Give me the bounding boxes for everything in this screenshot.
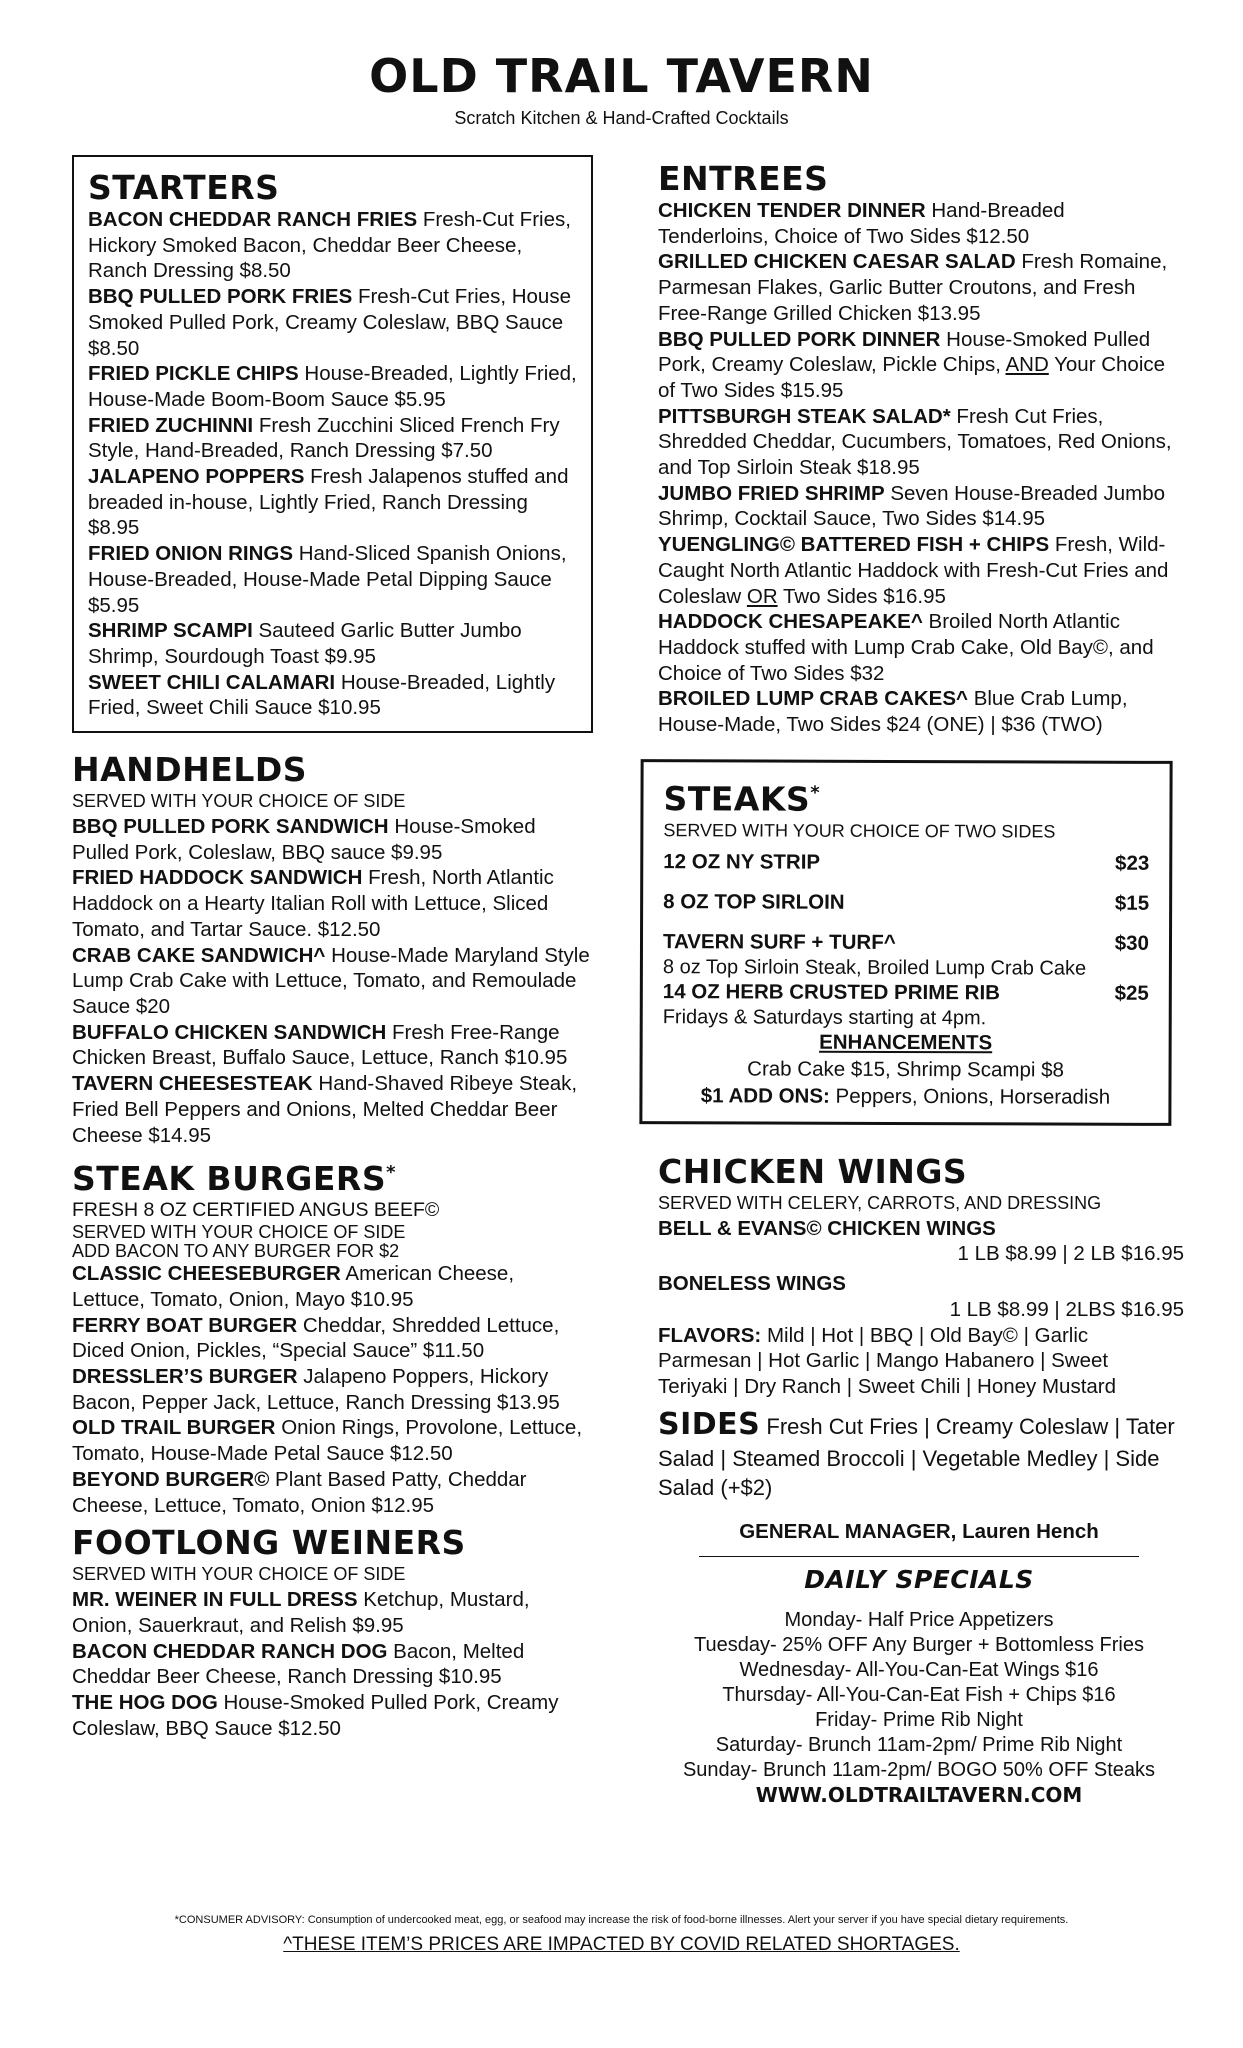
steaks-note: SERVED WITH YOUR CHOICE OF TWO SIDES (663, 819, 1056, 842)
item-desc: Fresh-Cut Fries, Hickory Smoked Bacon, Cheddar Beer Cheese, Ranch Dressing $8.50 (88, 208, 571, 283)
daily-specials-section (658, 1565, 1180, 1807)
steak-row (663, 979, 1149, 1007)
burgers-heading-text: STEAK BURGERS (72, 1159, 387, 1199)
menu-item (88, 618, 577, 669)
steak-price: $25 (1114, 981, 1149, 1005)
item-desc: Fresh, North Atlantic Haddock on a Hearty Italian Roll with Lettuce, Sliced Tomato, and Tartar Sauce. $12.50 (72, 866, 554, 941)
item-name: OLD TRAIL BURGER (72, 1416, 276, 1440)
steaks-star: * (810, 782, 821, 804)
entrees-section (658, 160, 1180, 738)
menu-item (88, 413, 577, 464)
menu-item (72, 1467, 592, 1518)
wing-price: 1 LB $8.99 | 2 LB $16.95 (957, 1242, 1184, 1266)
item-name: GRILLED CHICKEN CAESAR SALAD (658, 250, 1016, 274)
menu-item (72, 1639, 592, 1690)
sides-heading: SIDES (658, 1406, 761, 1442)
menu-item (72, 1364, 592, 1415)
item-desc: Sauteed Garlic Butter Jumbo Shrimp, Sourdough Toast $9.95 (88, 619, 522, 668)
item-name: CLASSIC CHEESEBURGER (72, 1262, 341, 1286)
menu-item (72, 1071, 592, 1148)
burgers-section (72, 1154, 592, 1518)
item-name: PITTSBURGH STEAK SALAD* (658, 404, 951, 428)
weiners-heading: FOOTLONG WEINERS (72, 1523, 466, 1563)
item-name: CRAB CAKE SANDWICH^ (72, 943, 326, 967)
sides-section (658, 1406, 1180, 1502)
wing-item (658, 1271, 1180, 1297)
burgers-heading (72, 1154, 592, 1198)
menu-item (72, 1020, 592, 1071)
burgers-note-beef: FRESH 8 OZ CERTIFIED ANGUS BEEF© (72, 1199, 440, 1222)
item-name: SHRIMP SCAMPI (88, 619, 253, 643)
menu-item (88, 670, 577, 721)
item-desc: Bacon, Melted Cheddar Beer Cheese, Ranch Dressing $10.95 (72, 1639, 525, 1689)
menu-item (88, 361, 577, 412)
item-desc: Fresh Free-Range Chicken Breast, Buffalo Sauce, Lettuce, Ranch $10.95 (72, 1020, 568, 1070)
covid-note: ^THESE ITEM’S PRICES ARE IMPACTED BY COVID RELATED SHORTAGES. (283, 1934, 960, 1955)
item-name: TAVERN CHEESESTEAK (72, 1072, 313, 1096)
item-name: BBQ PULLED PORK SANDWICH (72, 815, 389, 839)
menu-item (72, 814, 592, 865)
website-link[interactable]: WWW.OLDTRAILTAVERN.COM (755, 1782, 1083, 1807)
item-desc-underlined: AND (1005, 353, 1049, 377)
menu-item (72, 865, 592, 942)
item-name: YUENGLING© BATTERED FISH + CHIPS (658, 533, 1050, 557)
item-desc: House-Smoked Pulled Pork, Creamy Coleslaw, BBQ Sauce $12.50 (72, 1691, 559, 1740)
addons-line (662, 1082, 1148, 1111)
item-name: BEYOND BURGER© (72, 1467, 270, 1491)
handhelds-note: SERVED WITH YOUR CHOICE OF SIDE (72, 791, 406, 812)
item-name: FERRY BOAT BURGER (72, 1313, 298, 1337)
item-name: DRESSLER’S BURGER (72, 1365, 298, 1389)
item-desc: Hand-Sliced Spanish Onions, House-Breaded, House-Made Petal Dipping Sauce $5.95 (88, 542, 567, 617)
daily-line: Monday- Half Price Appetizers (784, 1608, 1054, 1631)
menu-item (72, 1261, 592, 1312)
item-name: BROILED LUMP CRAB CAKES^ (658, 687, 968, 711)
right-column (658, 159, 1184, 1807)
item-desc: Broiled North Atlantic Haddock stuffed with Lump Crab Cake, Old Bay©, and Choice of Two Sides $32 (658, 610, 1154, 685)
enh-shrimp: Shrimp Scampi (896, 1057, 1036, 1082)
item-desc: American Cheese, Lettuce, Tomato, Onion, Mayo $10.95 (72, 1262, 515, 1311)
sides-text: Fresh Cut Fries | Creamy Coleslaw | Tater Salad | Steamed Broccoli | Vegetable Medley | Side Salad (+$2) (658, 1413, 1175, 1500)
item-desc: Fresh Romaine, Parmesan Flakes, Garlic Butter Croutons, and Fresh Free-Range Grilled Chicken $13.95 (658, 250, 1168, 325)
menu-item (72, 1587, 592, 1638)
item-name: BACON CHEDDAR RANCH DOG (72, 1639, 388, 1663)
wing-item (658, 1216, 1180, 1242)
daily-line: Sunday- Brunch 11am-2pm/ BOGO 50% OFF Steaks (682, 1758, 1156, 1781)
starters-heading: STARTERS (88, 168, 280, 207)
steak-price: $23 (1115, 851, 1150, 875)
item-desc: Fresh-Cut Fries, House Smoked Pulled Pork, Creamy Coleslaw, BBQ Sauce $8.50 (88, 285, 571, 360)
item-desc: House-Breaded, Lightly Fried, Sweet Chili Sauce $10.95 (88, 670, 556, 720)
divider (699, 1556, 1139, 1557)
item-desc: Ketchup, Mustard, Onion, Sauerkraut, and Relish $9.95 (72, 1588, 530, 1637)
enh-price: $8 (1035, 1058, 1064, 1082)
burgers-star: * (386, 1162, 397, 1184)
menu-item (658, 609, 1180, 686)
item-name: FRIED ONION RINGS (88, 542, 294, 566)
addons-label: $1 ADD ONS: (700, 1084, 830, 1108)
sides-line (658, 1406, 1180, 1502)
item-name: MR. WEINER IN FULL DRESS (72, 1588, 358, 1612)
weiners-note: SERVED WITH YOUR CHOICE OF SIDE (72, 1564, 406, 1585)
starters-section (72, 155, 593, 733)
left-column (72, 155, 592, 1741)
handhelds-heading: HANDHELDS (72, 750, 308, 790)
steak-desc: 8 oz Top Sirloin Steak, Broiled Lump Crab Cake (662, 955, 1087, 980)
daily-line: Saturday- Brunch 11am-2pm/ Prime Rib Night (715, 1733, 1123, 1756)
item-desc: Seven House-Breaded Jumbo Shrimp, Cocktail Sauce, Two Sides $14.95 (658, 481, 1165, 531)
steaks-heading (663, 774, 1149, 820)
item-desc: House-Smoked Pulled Pork, Creamy Coleslaw, Pickle Chips, (658, 327, 1151, 377)
steaks-heading-text: STEAKS (663, 778, 811, 819)
daily-line: Wednesday- All-You-Can-Eat Wings $16 (739, 1658, 1099, 1681)
enhancements-line (663, 1055, 1149, 1084)
item-name: JUMBO FRIED SHRIMP (658, 481, 885, 505)
burgers-note-bacon: ADD BACON TO ANY BURGER FOR $2 (72, 1241, 400, 1262)
weiners-section (72, 1524, 592, 1741)
menu-item (88, 464, 577, 541)
menu-item (658, 198, 1180, 249)
item-desc: Fresh Cut Fries, Shredded Cheddar, Cucumbers, Tomatoes, Red Onions, and Top Sirloin Steak $18.95 (658, 404, 1172, 480)
wing-name: BELL & EVANS© CHICKEN WINGS (658, 1216, 996, 1240)
item-desc: Plant Based Patty, Cheddar Cheese, Lettuce, Tomato, Onion $12.95 (72, 1467, 527, 1517)
steaks-section (639, 759, 1172, 1126)
enh-crab: Crab Cake $15, (747, 1057, 897, 1081)
item-name: BBQ PULLED PORK DINNER (658, 327, 941, 351)
enhancements-heading (663, 1029, 1149, 1057)
steak-price: $30 (1114, 931, 1150, 955)
item-desc: Onion Rings, Provolone, Lettuce, Tomato, House-Made Petal Sauce $12.50 (72, 1416, 583, 1466)
menu-item (658, 532, 1180, 609)
item-desc: Fresh Zucchini Sliced French Fry Style, Hand-Breaded, Ranch Dressing $7.50 (88, 413, 560, 463)
item-desc: Blue Crab Lump, House-Made, Two Sides $24 (ONE) | $36 (TWO) (658, 687, 1128, 737)
restaurant-title: OLD TRAIL TAVERN (369, 49, 874, 103)
menu-item (658, 686, 1180, 737)
handhelds-section (72, 751, 592, 1148)
daily-line: Thursday- All-You-Can-Eat Fish + Chips $16 (722, 1683, 1116, 1706)
flavors-line (658, 1323, 1180, 1400)
wing-name: BONELESS WINGS (658, 1272, 846, 1296)
menu-item (658, 481, 1180, 532)
item-desc: House-Breaded, Lightly Fried, House-Made Boom-Boom Sauce $5.95 (88, 362, 577, 411)
item-desc: Your Choice of Two Sides $15.95 (658, 353, 1166, 402)
menu-item (658, 327, 1180, 404)
steak-row (663, 889, 1149, 917)
item-name: FRIED HADDOCK SANDWICH (72, 866, 363, 890)
item-name: FRIED ZUCHINNI (88, 413, 254, 437)
menu-item (88, 207, 577, 284)
wings-note: SERVED WITH CELERY, CARROTS, AND DRESSING (658, 1192, 1102, 1213)
item-desc: Jalapeno Poppers, Hickory Bacon, Pepper Jack, Lettuce, Ranch Dressing $13.95 (72, 1365, 560, 1414)
daily-line: Friday- Prime Rib Night (815, 1708, 1023, 1731)
wing-price: 1 LB $8.99 | 2LBS $16.95 (949, 1297, 1184, 1321)
item-desc: Hand-Breaded Tenderloins, Choice of Two Sides $12.50 (658, 199, 1065, 248)
addons-text: Peppers, Onions, Horseradish (829, 1084, 1111, 1109)
steak-name: 14 OZ HERB CRUSTED PRIME RIB (662, 979, 1001, 1005)
steak-price: $15 (1114, 891, 1150, 915)
item-name: SWEET CHILI CALAMARI (88, 670, 336, 694)
menu-item (88, 284, 577, 361)
menu-item (658, 404, 1180, 481)
menu-item (72, 1415, 592, 1466)
steak-name: 12 OZ NY STRIP (663, 849, 821, 874)
restaurant-subtitle: Scratch Kitchen & Hand-Crafted Cocktails (454, 108, 789, 128)
daily-specials-heading: DAILY SPECIALS (804, 1564, 1034, 1594)
menu-item (88, 541, 577, 618)
flavors-label: FLAVORS: (658, 1323, 762, 1347)
item-desc: Two Sides $16.95 (777, 584, 946, 608)
item-desc: House-Smoked Pulled Pork, Coleslaw, BBQ sauce $9.95 (72, 815, 536, 864)
steak-row (663, 929, 1149, 957)
steak-desc: Fridays & Saturdays starting at 4pm. (662, 1005, 987, 1030)
enhancements-heading-text: ENHANCEMENTS (819, 1030, 993, 1055)
menu-item (72, 943, 592, 1020)
item-name: BACON CHEDDAR RANCH FRIES (88, 208, 418, 231)
entrees-heading: ENTREES (658, 159, 829, 198)
item-desc: Fresh Jalapenos stuffed and breaded in-house, Lightly Fried, Ranch Dressing $8.95 (88, 465, 569, 540)
item-desc: Hand-Shaved Ribeye Steak, Fried Bell Peppers and Onions, Melted Cheddar Beer Cheese $14.95 (72, 1072, 578, 1147)
steak-name: TAVERN SURF + TURF^ (662, 929, 896, 954)
menu-header (0, 50, 1243, 129)
burgers-note-side: SERVED WITH YOUR CHOICE OF SIDE (72, 1222, 406, 1243)
item-name: BUFFALO CHICKEN SANDWICH (72, 1020, 387, 1044)
item-name: FRIED PICKLE CHIPS (88, 362, 299, 386)
item-name: CHICKEN TENDER DINNER (658, 199, 926, 222)
daily-line: Tuesday- 25% OFF Any Burger + Bottomless Fries (694, 1633, 1144, 1656)
menu-item (72, 1313, 592, 1364)
item-desc: Cheddar, Shredded Lettuce, Diced Onion, Pickles, “Special Sauce” $11.50 (72, 1313, 560, 1363)
item-name: BBQ PULLED PORK FRIES (88, 285, 353, 309)
item-desc: Fresh, Wild-Caught North Atlantic Haddock with Fresh-Cut Fries and Coleslaw (658, 533, 1169, 608)
consumer-advisory: *CONSUMER ADVISORY: Consumption of undercooked meat, egg, or seafood may increase the risk of food-borne illnesses. Alert your server if you have special dietary requirements. (174, 1914, 1069, 1926)
item-desc-underlined: OR (746, 584, 778, 608)
steak-row (663, 849, 1149, 877)
item-desc: House-Made Maryland Style Lump Crab Cake with Lettuce, Tomato, and Remoulade Sauce $20 (72, 943, 590, 1018)
menu-item (72, 1690, 592, 1741)
wings-section (658, 1151, 1184, 1400)
flavors-text: Mild | Hot | BBQ | Old Bay© | Garlic Parmesan | Hot Garlic | Mango Habanero | Sweet Teriyaki | Dry Ranch | Sweet Chili | Honey Mustard (658, 1323, 1117, 1398)
item-name: THE HOG DOG (72, 1691, 218, 1715)
steak-name: 8 OZ TOP SIRLOIN (663, 889, 845, 914)
menu-item (658, 249, 1180, 326)
item-name: HADDOCK CHESAPEAKE^ (658, 610, 923, 634)
item-name: JALAPENO POPPERS (88, 465, 305, 489)
wings-heading: CHICKEN WINGS (658, 1151, 968, 1191)
general-manager: GENERAL MANAGER, Lauren Hench (739, 1519, 1099, 1543)
